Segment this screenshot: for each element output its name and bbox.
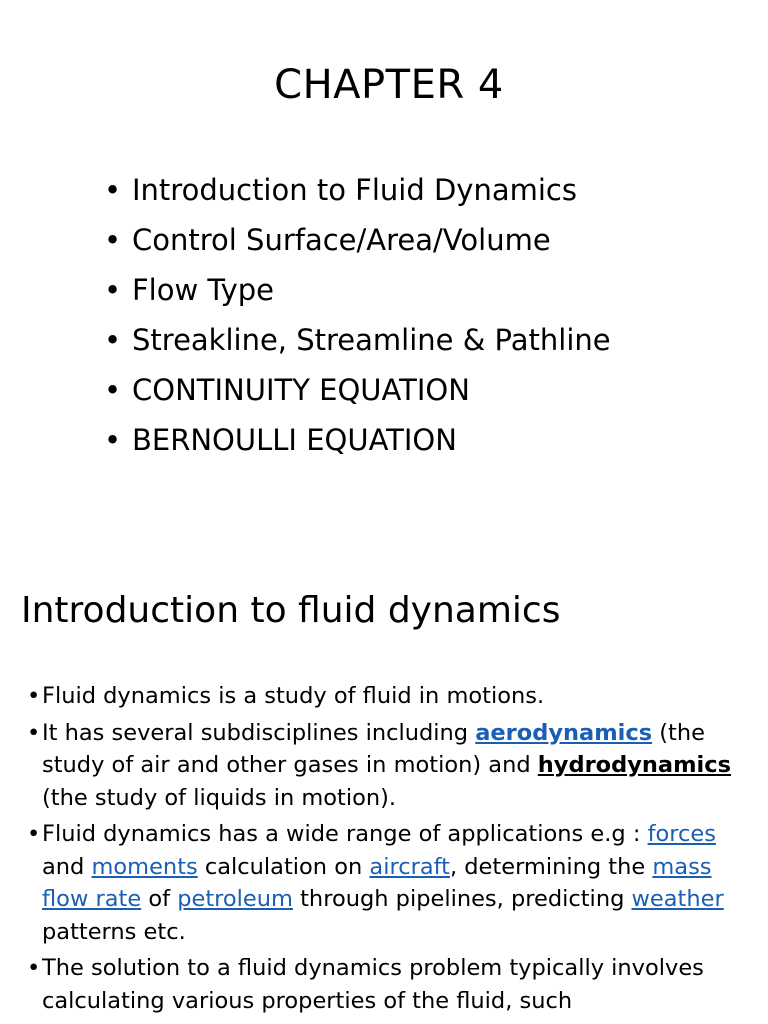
bullet-text: of [141,886,178,912]
topic-label: BERNOULLI EQUATION [132,423,457,457]
bullet-subdisciplines [27,717,757,815]
bullet-icon: • [104,423,122,457]
topic-label: Streakline, Streamline & Pathline [132,323,611,357]
bullet-text: (the study of liquids in motion). [42,784,397,811]
bullet-icon: • [104,223,122,257]
bullet-solution [27,952,757,1017]
topic-item [104,365,611,415]
chapter-title: CHAPTER 4 [274,62,504,108]
bullet-text: patterns etc. [42,918,186,945]
chapter-topics-list [104,165,611,465]
bullet-applications [27,818,757,948]
topic-item [104,165,611,215]
bullet-definition [27,680,757,713]
bullet-text: (the study of air and other gases in motion) and [42,719,705,778]
topic-label: Introduction to Fluid Dynamics [132,173,577,207]
bullet-text: through pipelines, predicting [292,886,632,912]
bullet-text: , determining the [449,853,653,880]
aircraft-link[interactable]: aircraft [369,853,450,880]
bullet-icon: • [104,323,122,357]
bullet-icon: • [104,273,122,307]
topic-label: Control Surface/Area/Volume [132,223,551,257]
petroleum-link[interactable]: petroleum [177,886,293,912]
bullet-text: The solution to a fluid dynamics problem typically involves calculating various properties of the fluid, such [42,955,704,1014]
aerodynamics-link[interactable]: aerodynamics [475,719,653,746]
bullet-icon: • [104,173,122,207]
topic-label: Flow Type [132,273,275,307]
topic-item [104,415,611,465]
hydrodynamics-term: hydrodynamics [537,752,731,778]
forces-link[interactable]: forces [647,821,716,847]
topic-item [104,265,611,315]
topic-item [104,315,611,365]
bullet-icon: • [104,373,122,407]
bullet-text: Fluid dynamics is a study of fluid in motions. [42,683,545,709]
topic-item [104,215,611,265]
bullet-icon: • [27,719,41,746]
bullet-icon: • [27,821,41,847]
bullet-icon: • [27,955,41,981]
intro-bullets [27,680,757,1021]
mass-flow-rate-link[interactable]: mass flow rate [42,853,712,912]
slide-introduction [0,560,768,1024]
bullet-text: and [42,853,92,880]
moments-link[interactable]: moments [91,853,198,880]
bullet-icon: • [27,683,41,709]
section-title: Introduction to fluid dynamics [21,590,561,631]
bullet-text: Fluid dynamics has a wide range of applications e.g : [42,821,648,847]
bullet-text: calculation on [197,853,370,880]
bullet-text: It has several subdisciplines including [42,719,476,746]
weather-link[interactable]: weather [631,886,724,912]
topic-label: CONTINUITY EQUATION [132,373,470,407]
